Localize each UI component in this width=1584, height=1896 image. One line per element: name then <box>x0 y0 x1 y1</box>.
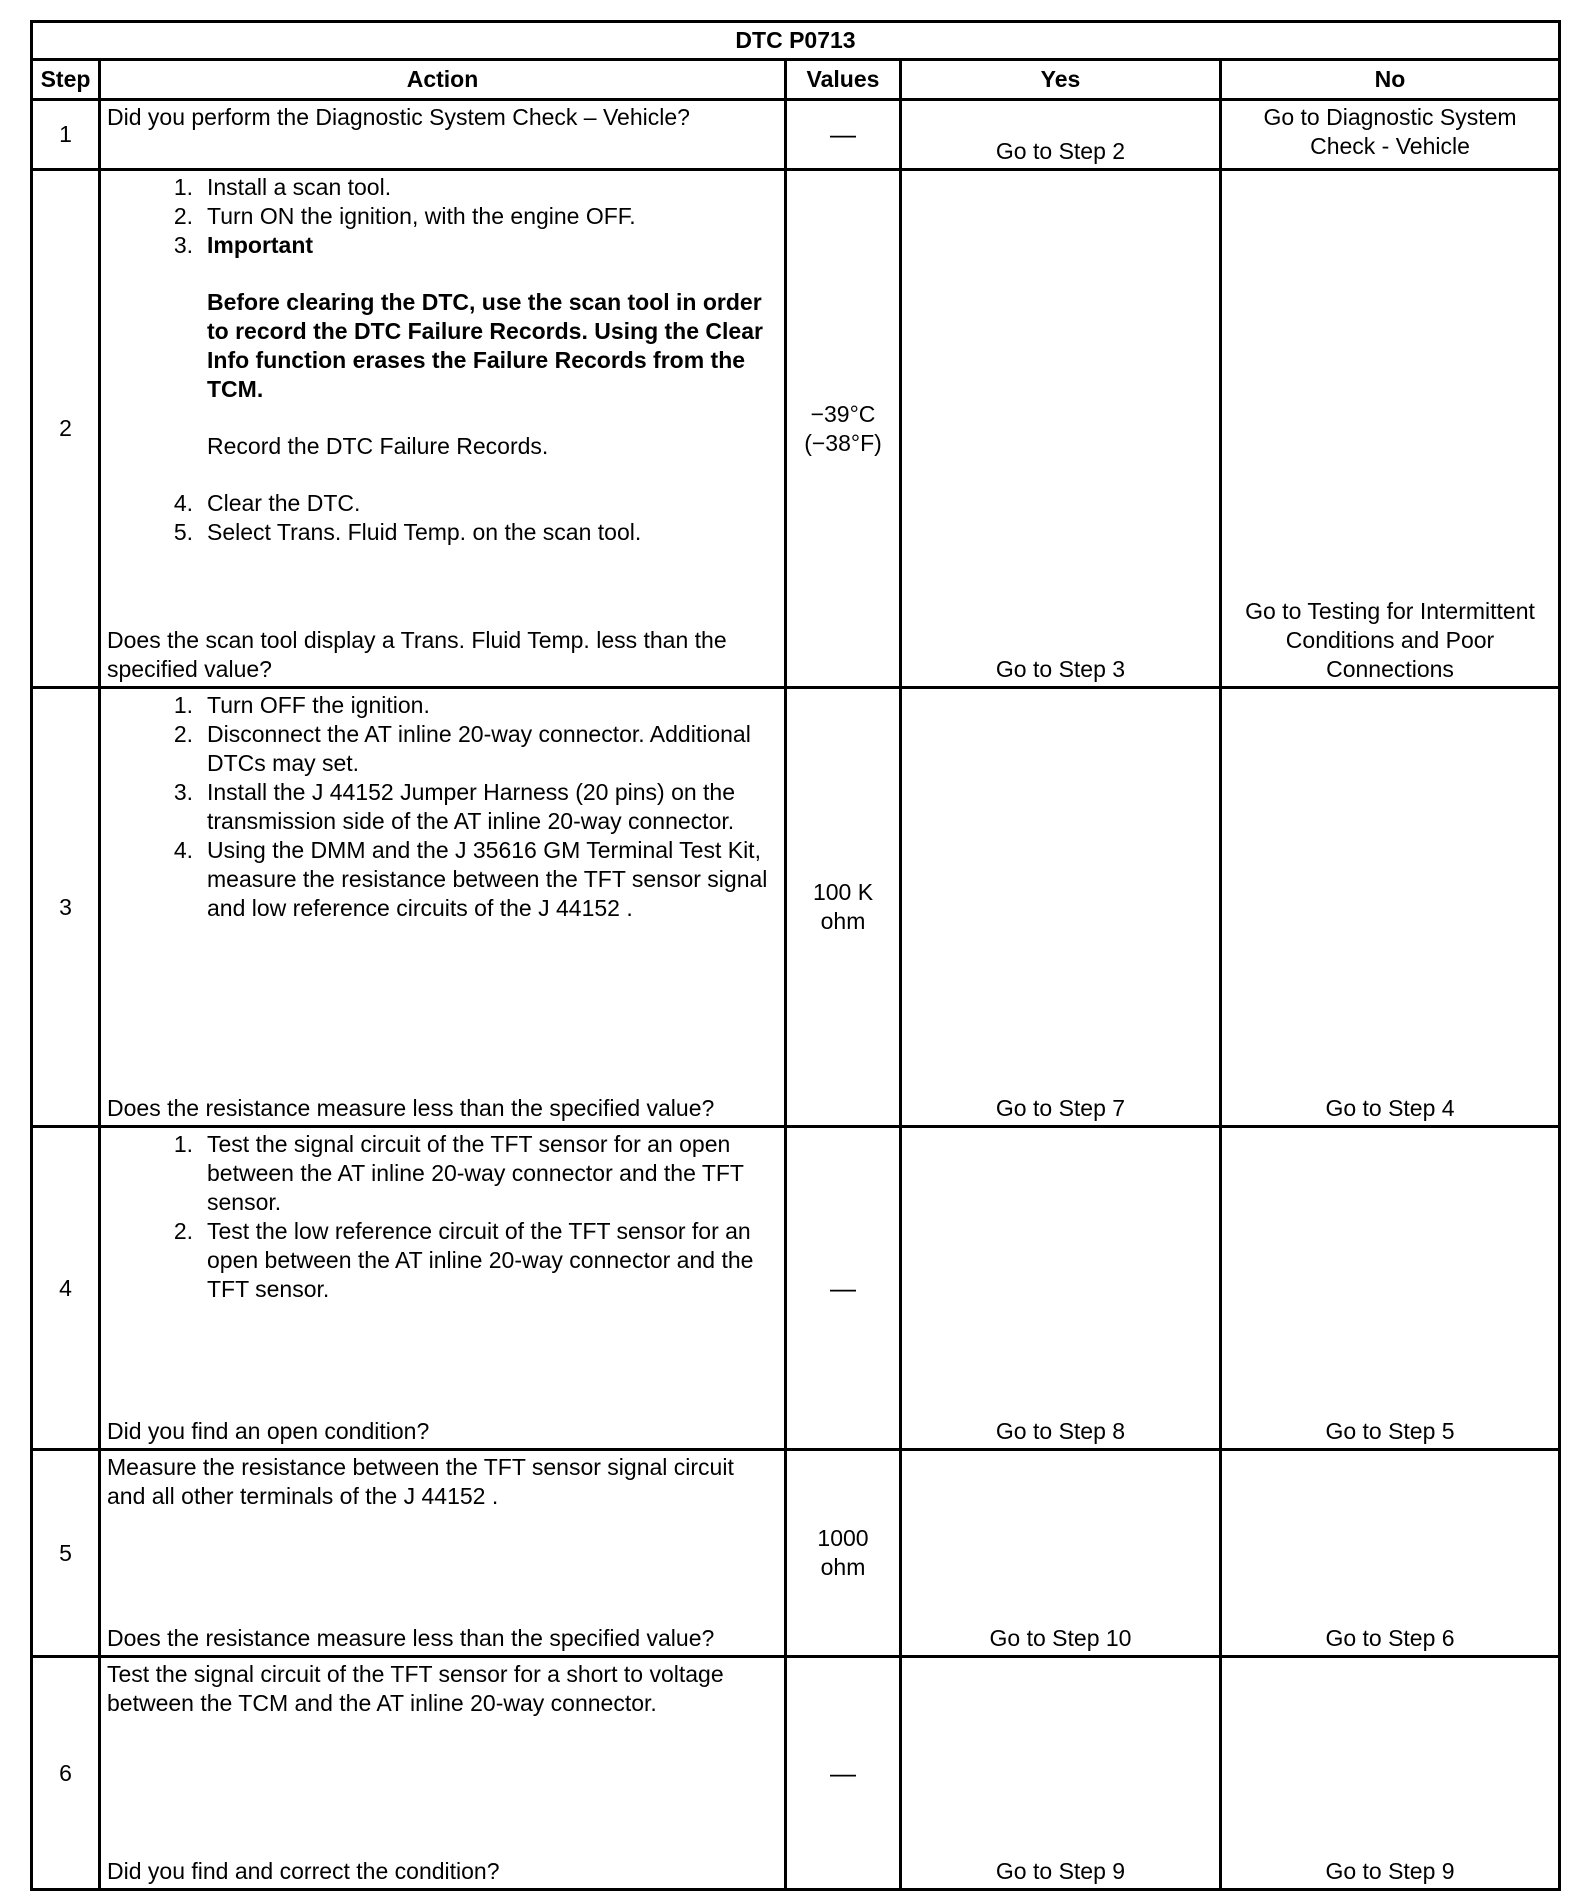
header-action: Action <box>100 60 786 100</box>
step-number: 2 <box>32 170 100 688</box>
list-item: 1. Test the signal circuit of the TFT sensor for an open between the AT inline 20-way connector and the TFT sensor. <box>173 1131 744 1215</box>
yes-cell: Go to Step 2 <box>901 100 1221 170</box>
action-question: Does the resistance measure less than the specified value? <box>107 1095 715 1121</box>
value-cell: — <box>786 1657 901 1890</box>
step-number: 1 <box>32 100 100 170</box>
no-cell: Go to Step 6 <box>1221 1450 1560 1657</box>
table-row-step-2 <box>32 170 1560 688</box>
list-item-important: 3. Important Before clearing the DTC, use the scan tool in order to record the DTC Failure Records. Using the Clear Info function erases the Failure Records from the TCM. Record the DTC Failure Records. <box>107 231 778 489</box>
no-cell: Go to Step 5 <box>1221 1127 1560 1450</box>
dtc-table <box>30 20 1561 1891</box>
value-cell: 100 K ohm <box>786 688 901 1127</box>
yes-cell: Go to Step 10 <box>901 1450 1221 1657</box>
step-number: 4 <box>32 1127 100 1450</box>
action-cell <box>100 170 786 688</box>
no-cell: Go to Testing for Intermittent Conditions and Poor Connections <box>1221 170 1560 688</box>
action-cell <box>100 1450 786 1657</box>
action-cell <box>100 100 786 170</box>
record-text: Record the DTC Failure Records. <box>207 433 549 459</box>
header-step: Step <box>32 60 100 100</box>
action-question: Did you find an open condition? <box>107 1418 430 1444</box>
list-item: 4. Clear the DTC. <box>173 490 361 516</box>
step-number: 5 <box>32 1450 100 1657</box>
list-item: 1. Install a scan tool. <box>173 174 392 200</box>
action-text: Test the signal circuit of the TFT sensor for a short to voltage between the TCM and the AT inline 20-way connector. <box>107 1661 724 1716</box>
no-cell: Go to Step 9 <box>1221 1657 1560 1890</box>
table-row-step-6 <box>32 1657 1560 1890</box>
no-line-2: Check - Vehicle <box>1310 133 1470 159</box>
action-cell <box>100 1127 786 1450</box>
step-number: 6 <box>32 1657 100 1890</box>
action-cell <box>100 688 786 1127</box>
header-row <box>32 60 1560 100</box>
action-text: Measure the resistance between the TFT sensor signal circuit and all other terminals of the J 44152 . <box>107 1454 734 1509</box>
table-row-step-4 <box>32 1127 1560 1450</box>
yes-cell: Go to Step 3 <box>901 170 1221 688</box>
list-item: 1. Turn OFF the ignition. <box>173 692 430 718</box>
table-title: DTC P0713 <box>32 22 1560 60</box>
instruction-list <box>107 691 778 923</box>
action-cell <box>100 1657 786 1890</box>
action-question: Did you find and correct the condition? <box>107 1858 500 1884</box>
list-item: 2. Test the low reference circuit of the TFT sensor for an open between the AT inline 20-way connector and the TFT sensor. <box>173 1218 754 1302</box>
instruction-list <box>107 1130 778 1304</box>
list-item: 3. Install the J 44152 Jumper Harness (20 pins) on the transmission side of the AT inline 20-way connector. <box>173 779 736 834</box>
yes-cell: Go to Step 8 <box>901 1127 1221 1450</box>
important-heading: Important <box>207 232 314 258</box>
table-row-step-3 <box>32 688 1560 1127</box>
yes-cell: Go to Step 7 <box>901 688 1221 1127</box>
instruction-list <box>107 173 778 547</box>
action-question: Does the resistance measure less than the specified value? <box>107 1625 715 1651</box>
yes-cell: Go to Step 9 <box>901 1657 1221 1890</box>
list-item: 2. Disconnect the AT inline 20-way connector. Additional DTCs may set. <box>173 721 751 776</box>
action-question: Did you perform the Diagnostic System Check – Vehicle? <box>107 104 690 130</box>
action-question: Does the scan tool display a Trans. Fluid Temp. less than the specified value? <box>107 627 727 682</box>
step-number: 3 <box>32 688 100 1127</box>
header-yes: Yes <box>901 60 1221 100</box>
header-no: No <box>1221 60 1560 100</box>
important-text: Before clearing the DTC, use the scan tool in order to record the DTC Failure Records. Using the Clear Info function erases the Failure Records from the TCM. <box>207 289 763 402</box>
no-line-1: Go to Diagnostic System <box>1263 104 1517 130</box>
title-row <box>32 22 1560 60</box>
no-cell: Go to Step 4 <box>1221 688 1560 1127</box>
list-item: 2. Turn ON the ignition, with the engine OFF. <box>173 203 636 229</box>
value-cell: — <box>786 100 901 170</box>
no-cell <box>1221 100 1560 170</box>
list-item: 4. Using the DMM and the J 35616 GM Terminal Test Kit, measure the resistance between the TFT sensor signal and low reference circuits of the J 44152 . <box>173 837 768 921</box>
table-row-step-5 <box>32 1450 1560 1657</box>
value-cell: — <box>786 1127 901 1450</box>
value-cell: −39°C (−38°F) <box>786 170 901 688</box>
table-row-step-1 <box>32 100 1560 170</box>
header-values: Values <box>786 60 901 100</box>
list-item: 5. Select Trans. Fluid Temp. on the scan tool. <box>173 519 642 545</box>
value-cell: 1000 ohm <box>786 1450 901 1657</box>
